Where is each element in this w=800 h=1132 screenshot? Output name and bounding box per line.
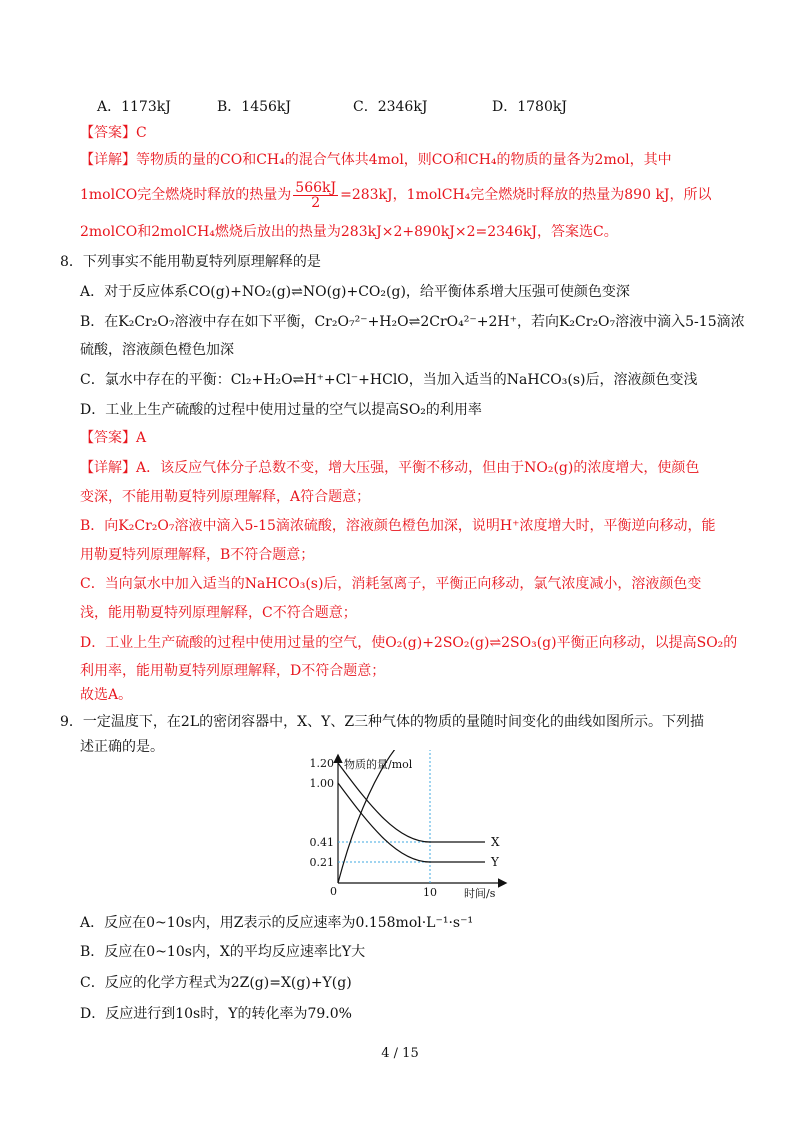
q8-detail-5: C．当向氯水中加入适当的NaHCO₃(s)后，消耗氢离子，平衡正向移动，氯气浓度减小，溶液颜色变 (80, 576, 702, 592)
series-label-x: X (491, 835, 500, 849)
x-axis-label: 时间/s (464, 887, 496, 900)
q8-option-c: C．氯水中存在的平衡：Cl₂+H₂O⇌H⁺+Cl⁻+HClO，当加入适当的NaHCO₃(s)后，溶液颜色变浅 (80, 372, 698, 388)
y-tick-label: 1.00 (309, 777, 334, 790)
q7-detail-line2-post: =283kJ，1molCH₄完全燃烧时释放的热量为890 kJ，所以 (340, 187, 712, 203)
y-tick-label: 1.20 (309, 757, 334, 770)
q7-answer: 【答案】C (80, 125, 147, 141)
q7-option-d: D．1780kJ (492, 99, 567, 115)
x-tick-label: 10 (423, 886, 437, 899)
series-line-x (338, 763, 485, 842)
series-line-y (338, 783, 485, 862)
q9-option-d: D．反应进行到10s时，Y的转化率为79.0% (80, 1006, 352, 1022)
q9-stem-line1: 9．一定温度下，在2L的密闭容器中，X、Y、Z三种气体的物质的量随时间变化的曲线如图所示。下列描 (60, 714, 705, 730)
q7-detail-line2-pre: 1molCO完全燃烧时释放的热量为 (80, 187, 292, 203)
fraction-denominator: 2 (311, 194, 321, 211)
y-tick-label: 0.21 (309, 856, 334, 869)
q8-detail-6: 浅，能用勒夏特列原理解释，C不符合题意； (80, 605, 357, 621)
q8-detail-8: 利用率，能用勒夏特列原理解释，D不符合题意； (80, 663, 386, 679)
fraction-numerator: 566kJ (295, 179, 337, 196)
q8-option-b-line2: 硫酸，溶液颜色橙色加深 (80, 342, 234, 358)
q9-option-b: B．反应在0~10s内，X的平均反应速率比Y大 (80, 944, 366, 960)
q7-detail-line2 (80, 178, 712, 212)
q8-answer: 【答案】A (80, 430, 147, 446)
series-label-y: Y (491, 855, 499, 869)
origin-label: 0 (330, 885, 337, 898)
q9-option-a: A．反应在0~10s内，用Z表示的反应速率为0.158mol·L⁻¹·s⁻¹ (80, 915, 474, 931)
q8-detail-7: D．工业上生产硫酸的过程中使用过量的空气，使O₂(g)+2SO₂(g)⇌2SO₃(g)平衡正向移动，以提高SO₂的 (80, 635, 738, 651)
y-tick-label: 0.41 (309, 836, 334, 849)
y-axis-label: 物质的量/mol (344, 758, 413, 771)
q8-option-a: A．对于反应体系CO(g)+NO₂(g)⇌NO(g)+CO₂(g)，给平衡体系增大压强可使颜色变深 (80, 284, 630, 300)
q8-option-d: D．工业上生产硫酸的过程中使用过量的空气以提高SO₂的利用率 (80, 402, 482, 418)
q7-fraction (293, 181, 338, 210)
q9-stem-line2: 述正确的是。 (80, 739, 164, 755)
q7-option-a: A．1173kJ (97, 99, 171, 115)
q8-detail-1: 【详解】A．该反应气体分子总数不变，增大压强，平衡不移动，但由于NO₂(g)的浓度增大，使颜色 (80, 460, 700, 476)
q7-detail-line3: 2molCO和2molCH₄燃烧后放出的热量为283kJ×2+890kJ×2=2346kJ，答案选C。 (80, 224, 618, 240)
q8-stem: 8．下列事实不能用勒夏特列原理解释的是 (60, 254, 321, 270)
q7-detail-line1: 【详解】等物质的量的CO和CH₄的混合气体共4mol，则CO和CH₄的物质的量各为2mol，其中 (80, 152, 672, 168)
q8-detail-9: 故选A。 (80, 687, 133, 703)
q8-detail-3: B．向K₂Cr₂O₇溶液中滴入5-15滴浓硫酸，溶液颜色橙色加深，说明H⁺浓度增大时，平衡逆向移动，能 (80, 518, 716, 534)
q8-option-b-line1: B．在K₂Cr₂O₇溶液中存在如下平衡，Cr₂O₇²⁻+H₂O⇌2CrO₄²⁻+2H⁺，若向K₂Cr₂O₇溶液中滴入5-15滴浓 (80, 314, 745, 330)
q8-detail-2: 变深，不能用勒夏特列原理解释，A符合题意； (80, 489, 371, 505)
q7-option-c: C．2346kJ (353, 99, 428, 115)
q8-detail-4: 用勒夏特列原理解释，B不符合题意； (80, 547, 315, 563)
amount-vs-time-chart (290, 750, 520, 900)
page-number: 4 / 15 (381, 1046, 419, 1061)
q9-option-c: C．反应的化学方程式为2Z(g)=X(g)+Y(g) (80, 975, 352, 991)
q7-option-b: B．1456kJ (217, 99, 292, 115)
